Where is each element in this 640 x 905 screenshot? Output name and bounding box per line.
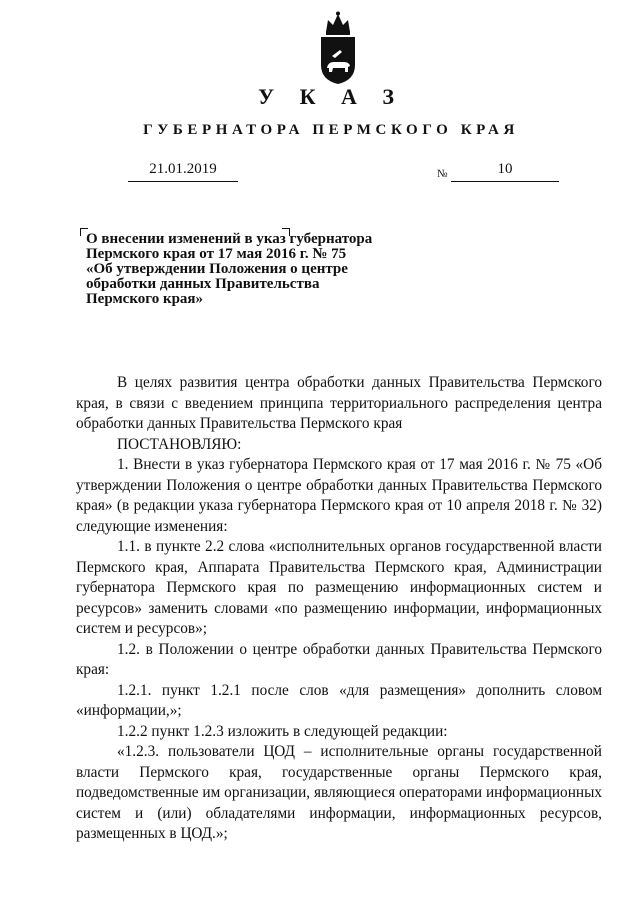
body-paragraph: 1.2.1. пункт 1.2.1 после слов «для размещения» дополнить словом «информации,»; bbox=[76, 681, 602, 719]
body-paragraph: 1.2. в Положении о центре обработки данных Правительства Пермского края: bbox=[76, 640, 602, 678]
document-body bbox=[76, 373, 602, 845]
body-paragraph: 1. Внести в указ губернатора Пермского края от 17 мая 2016 г. № 75 «Об утверждении Положения о центре обработки данных Правительства Пермского края» (в редакции указа губернатора Пермского края от 10 апреля 2018 г. № 32) следующие изменения: bbox=[76, 456, 602, 535]
document-date: 21.01.2019 bbox=[128, 160, 238, 182]
subject-line: «Об утверждении Положения о центре bbox=[86, 261, 348, 277]
body-paragraph: «1.2.3. пользователи ЦОД – исполнительные органы государственной власти Пермского края, государственные органы Пермского края, подведомственные им организации, являющиеся операторами информационных систем и (или) обладателями информации, информационных ресурсов, размещенных в ЦОД.»; bbox=[76, 743, 602, 842]
issuer-title: ГУБЕРНАТОРА ПЕРМСКОГО КРАЯ bbox=[143, 122, 519, 138]
coat-of-arms-icon bbox=[318, 10, 358, 85]
document-type-title: У К А З bbox=[257, 84, 405, 109]
subject-line: Пермского края от 17 мая 2016 г. № 75 bbox=[86, 246, 347, 262]
body-paragraph: 1.2.2 пункт 1.2.3 изложить в следующей редакции: bbox=[117, 722, 448, 740]
subject-line: Пермского края» bbox=[86, 291, 204, 307]
document-subject bbox=[86, 232, 386, 307]
subject-line: обработки данных Правительства bbox=[86, 276, 320, 292]
resolution-word: ПОСТАНОВЛЯЮ: bbox=[117, 435, 242, 453]
body-paragraph: В целях развития центра обработки данных Правительства Пермского края, в связи с введением принципа территориального распределения центра обработки данных Правительства Пермского края bbox=[76, 374, 602, 432]
document-number-label: № bbox=[437, 168, 448, 180]
subject-line: О внесении изменений в указ губернатора bbox=[86, 231, 373, 247]
document-number: 10 bbox=[451, 160, 559, 182]
body-paragraph: 1.1. в пункте 2.2 слова «исполнительных органов государственной власти Пермского края, Аппарата Правительства Пермского края, Администрации губернатора Пермского края по размещению информационных систем и ресурсов» заменить словами «по размещению информации, информационных систем и ресурсов»; bbox=[76, 538, 602, 637]
